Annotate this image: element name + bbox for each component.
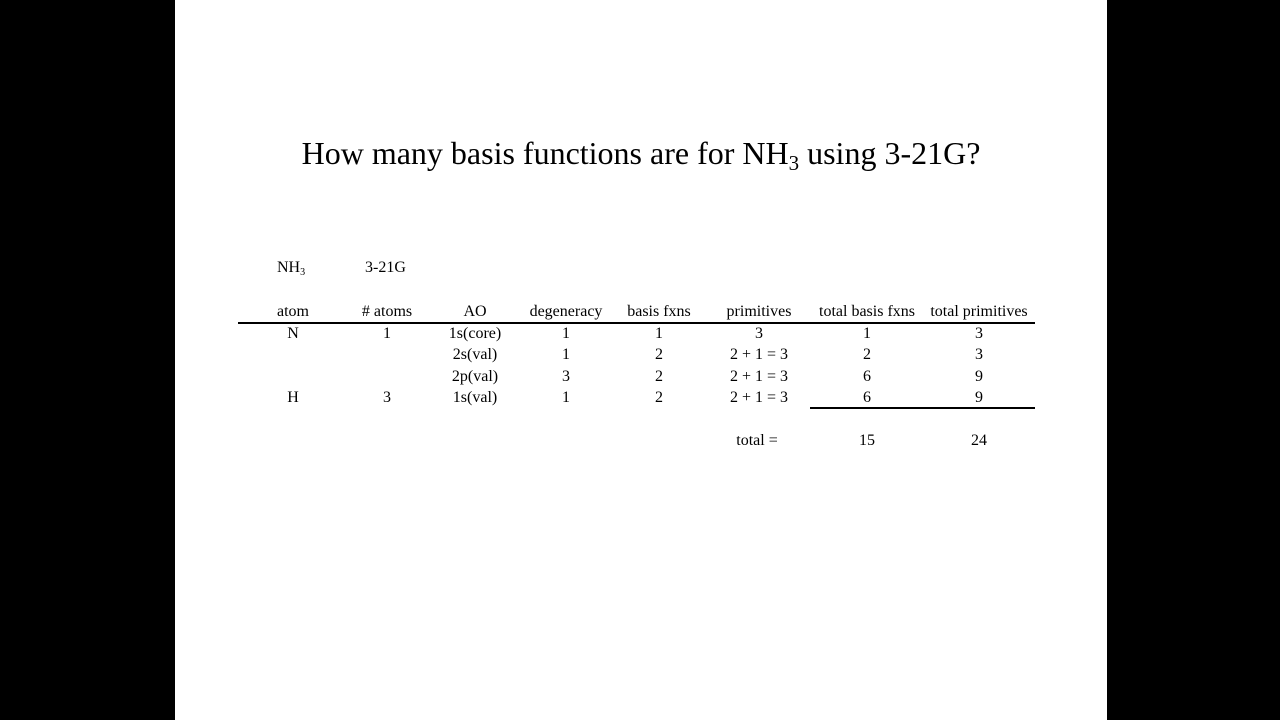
molecule-subscript: 3 xyxy=(300,267,306,278)
total-label: total = xyxy=(736,432,778,449)
cell-degeneracy: 3 xyxy=(562,368,570,385)
cell-atom: H xyxy=(287,389,299,406)
header-rule xyxy=(238,322,1035,324)
cell-basis-fxns: 2 xyxy=(655,389,663,406)
header-atoms-count: # atoms xyxy=(361,303,413,320)
cell-primitives: 2 + 1 = 3 xyxy=(729,389,789,406)
cell-total-primitives: 9 xyxy=(975,389,983,406)
cell-primitives: 2 + 1 = 3 xyxy=(729,368,789,385)
header-total-basis-fxns: total basis fxns xyxy=(819,303,915,320)
cell-total-primitives: 3 xyxy=(975,346,983,363)
cell-atoms-count: 1 xyxy=(383,325,391,342)
cell-basis-fxns: 2 xyxy=(655,346,663,363)
header-degeneracy: degeneracy xyxy=(529,303,603,320)
cell-total-basis-fxns: 6 xyxy=(863,368,871,385)
cell-atoms-count: 3 xyxy=(383,389,391,406)
cell-degeneracy: 1 xyxy=(562,389,570,406)
header-total-primitives: total primitives xyxy=(930,303,1028,320)
total-basis-fxns-value: 15 xyxy=(859,432,875,449)
title-prefix: How many basis functions are for NH xyxy=(301,135,789,171)
cell-total-basis-fxns: 6 xyxy=(863,389,871,406)
cell-atom: N xyxy=(287,325,299,342)
cell-ao: 2p(val) xyxy=(451,368,499,385)
slide-title xyxy=(175,131,1107,175)
cell-total-primitives: 3 xyxy=(975,325,983,342)
cell-total-basis-fxns: 2 xyxy=(863,346,871,363)
cell-primitives: 3 xyxy=(755,325,763,342)
header-atom: atom xyxy=(277,303,309,320)
total-primitives-value: 24 xyxy=(971,432,987,449)
title-subscript: 3 xyxy=(788,151,800,175)
cell-primitives: 2 + 1 = 3 xyxy=(729,346,789,363)
header-basis-fxns: basis fxns xyxy=(627,303,691,320)
cell-ao: 1s(core) xyxy=(448,325,502,342)
cell-ao: 2s(val) xyxy=(452,346,498,363)
cell-degeneracy: 1 xyxy=(562,325,570,342)
slide xyxy=(175,0,1107,720)
header-ao: AO xyxy=(463,303,487,320)
cell-degeneracy: 1 xyxy=(562,346,570,363)
molecule-base: NH xyxy=(277,259,301,276)
cell-total-primitives: 9 xyxy=(975,368,983,385)
totals-rule xyxy=(810,407,1035,409)
cell-total-basis-fxns: 1 xyxy=(863,325,871,342)
header-primitives: primitives xyxy=(726,303,792,320)
title-suffix: using 3-21G? xyxy=(799,135,981,171)
molecule-label xyxy=(277,258,305,278)
cell-basis-fxns: 2 xyxy=(655,368,663,385)
cell-basis-fxns: 1 xyxy=(655,325,663,342)
cell-ao: 1s(val) xyxy=(452,389,498,406)
basis-set-label: 3-21G xyxy=(365,259,406,276)
